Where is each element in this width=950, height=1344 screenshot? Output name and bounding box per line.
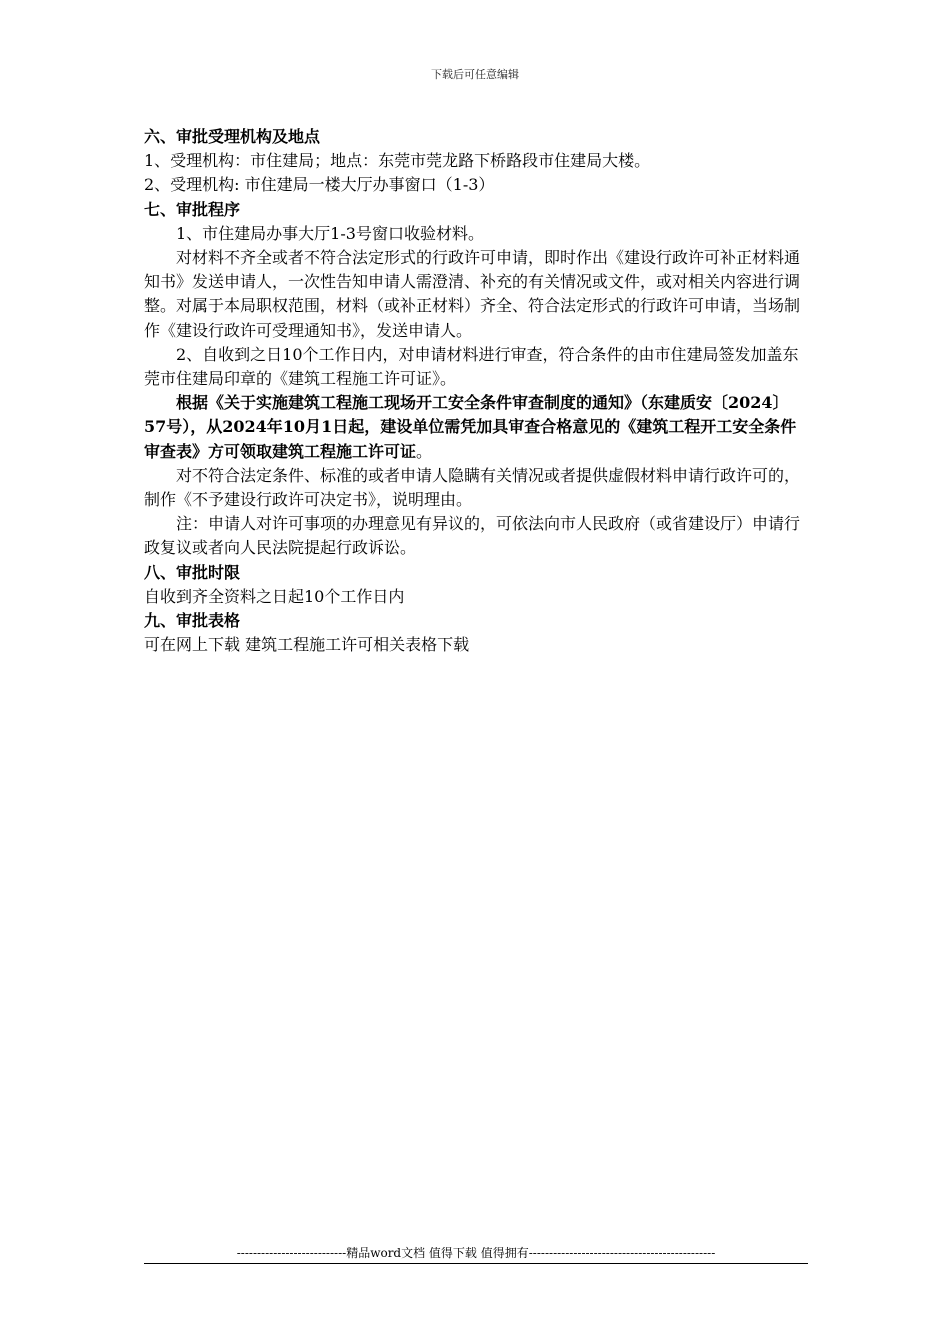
section-7-title: 七、审批程序 [144, 199, 241, 219]
page-footer: ---------------------------精品word文档 值得下载 值得拥有---------------------------------------------- [236, 1246, 716, 1260]
section-9-line: 可在网上下载 建筑工程施工许可相关表格下载 [144, 635, 470, 655]
section-9-title: 九、审批表格 [144, 611, 241, 631]
document-body [144, 125, 808, 657]
section-7-note: 注：申请人对许可事项的办理意见有异议的，可依法向市人民政府（或省建设厅）申请行政复议或者向人民法院提起行政诉讼。 [144, 514, 801, 558]
section-7-para-3: 2、自收到之日10个工作日内，对申请材料进行审查，符合条件的由市住建局签发加盖东莞市住建局印章的《建筑工程施工许可证》。 [144, 344, 799, 389]
safety-notice-end: 。 [416, 441, 433, 461]
section-7-para-2: 对材料不齐全或者不符合法定形式的行政许可申请，即时作出《建设行政许可补正材料通知书》发送申请人，一次性告知申请人需澄清、补充的有关情况或文件，或对相关内容进行调整。对属于本局职权范围，材料（或补正材料）齐全、符合法定形式的行政许可申请，当场制作《建设行政许可受理通知书》，发送申请人。 [144, 248, 801, 340]
section-6-line-2: 2、受理机构: 市住建局一楼大厅办事窗口（1-3） [144, 175, 495, 195]
section-6-title: 六、审批受理机构及地点 [144, 127, 321, 146]
safety-notice-bold: 根据《关于实施建筑工程施工现场开工安全条件审查制度的通知》（东建质安〔2024〕57号），从2024年10月1日起，建设单位需凭加具审查合格意见的《建筑工程开工安全条件审查表》方可领取建筑工程施工许可证 [144, 393, 797, 461]
section-6-line-1: 1、受理机构：市住建局；地点：东莞市莞龙路下桥路段市住建局大楼。 [144, 151, 651, 171]
section-7-para-1: 1、市住建局办事大厅1-3号窗口收验材料。 [176, 223, 484, 243]
section-8-title: 八、审批时限 [144, 562, 241, 582]
section-8-line: 自收到齐全资料之日起10个工作日内 [144, 586, 405, 606]
page-header: 下载后可任意编辑 [431, 68, 519, 81]
section-7-para-5: 对不符合法定条件、标准的或者申请人隐瞒有关情况或者提供虚假材料申请行政许可的，制作《不予建设行政许可决定书》，说明理由。 [144, 465, 801, 510]
section-7-para-4 [144, 391, 808, 464]
footer-rule [144, 1263, 808, 1264]
